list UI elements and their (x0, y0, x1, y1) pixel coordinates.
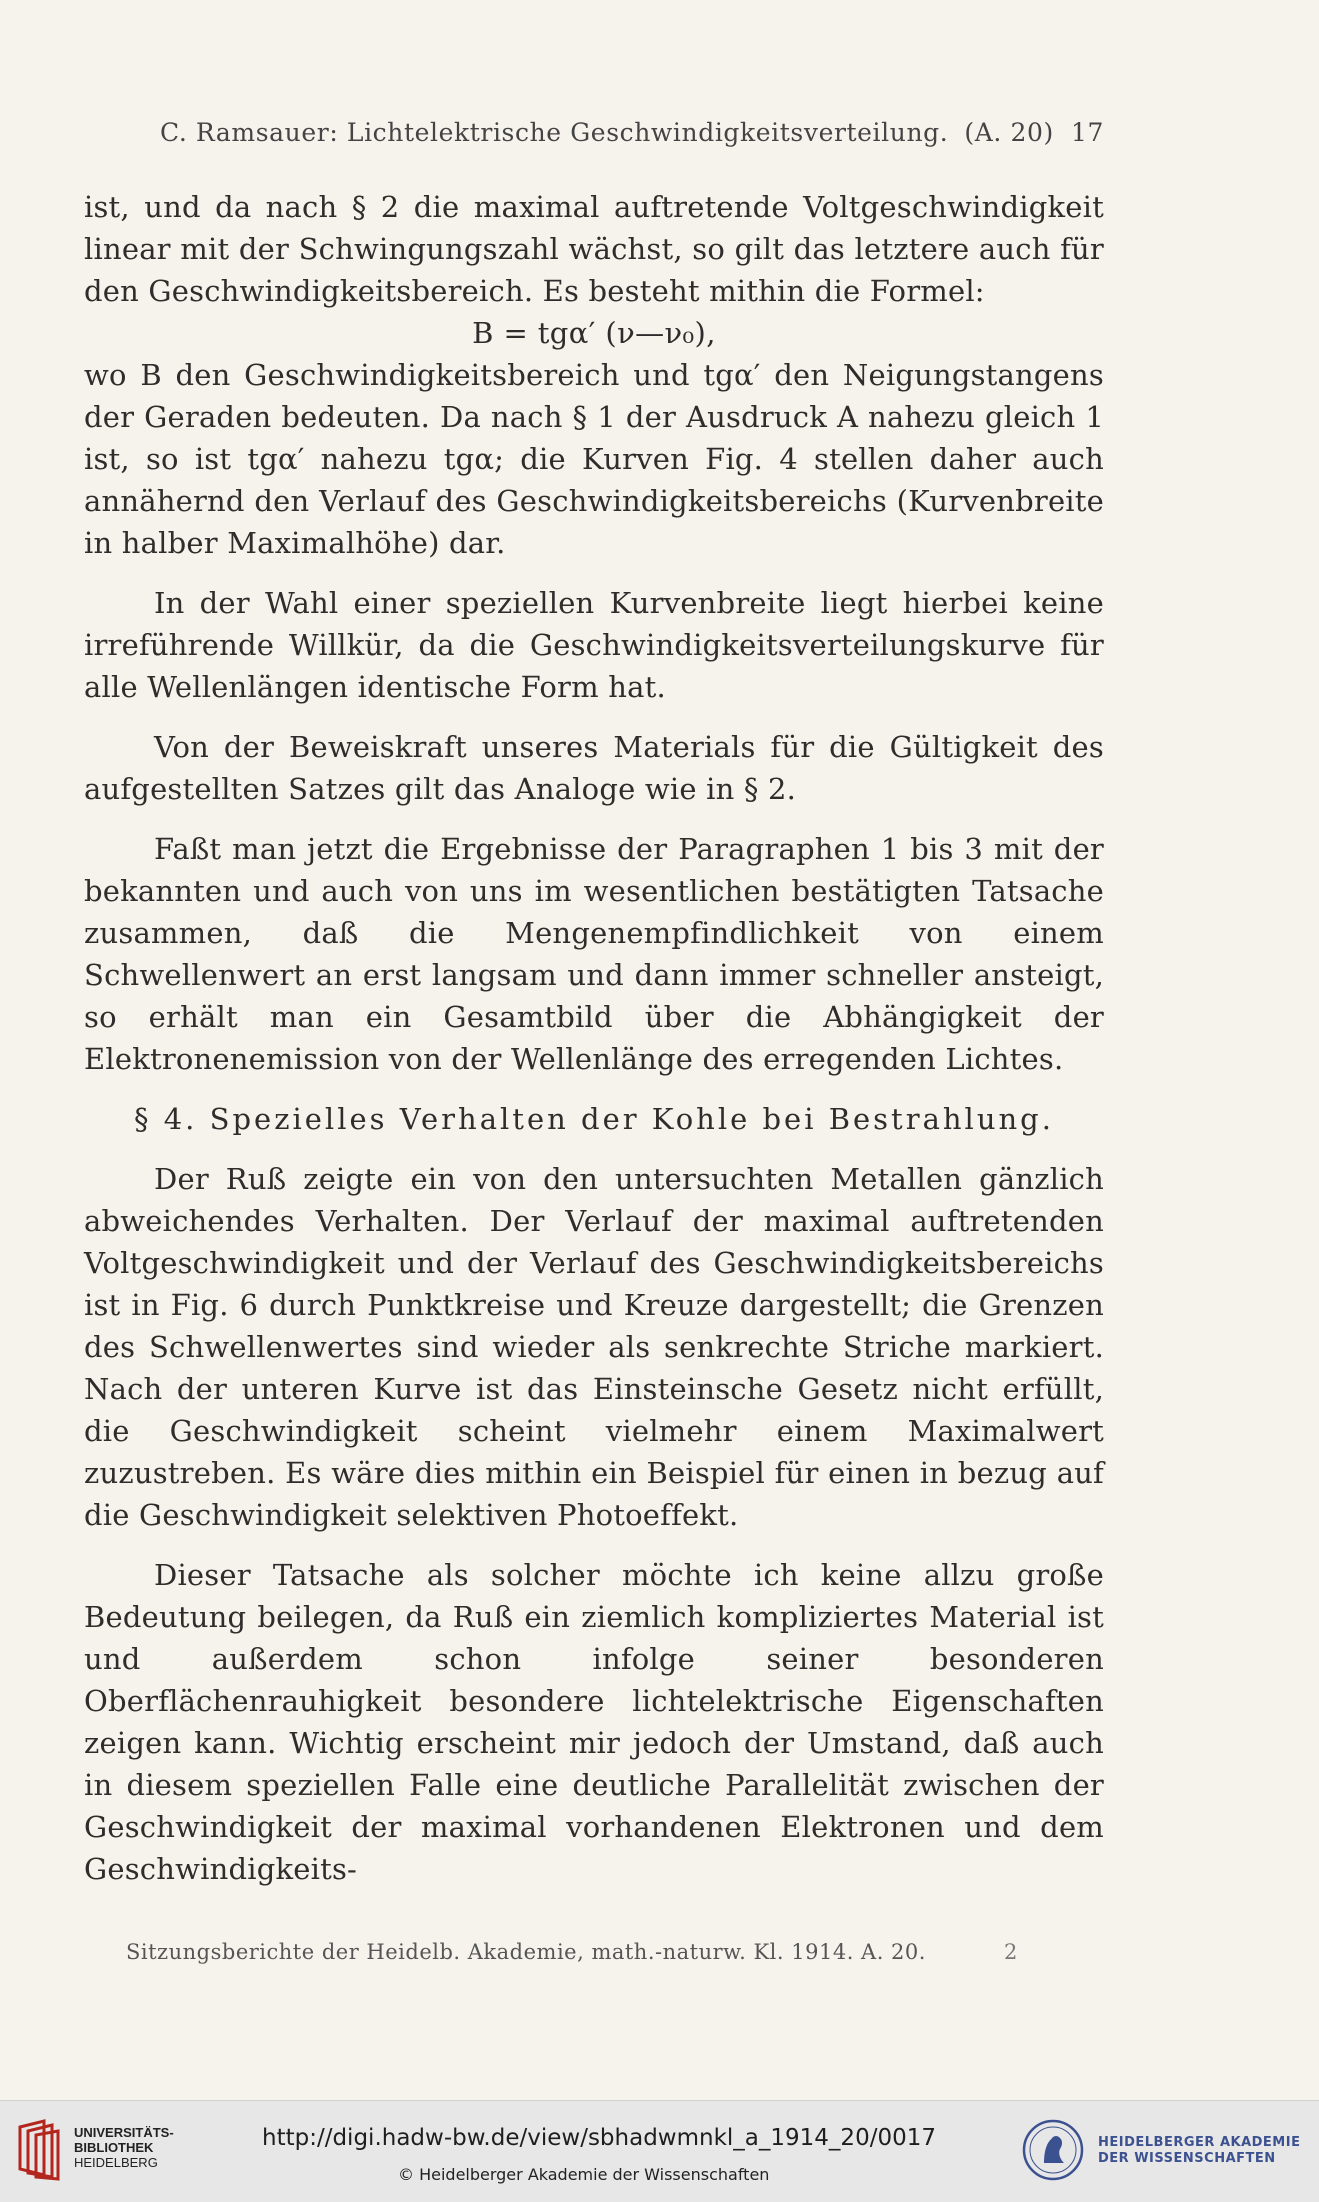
library-line-1: UNIVERSITÄTS- (74, 2125, 174, 2140)
running-header (160, 118, 1104, 147)
academy-name (1098, 2135, 1300, 2167)
paragraph-6: Der Ruß zeigte ein von den untersuchten Metallen gänzlich abweichendes Verhalten. Der Verlauf der maximal auftretenden Voltgeschwindigkeit und der Verlauf des Geschwindigkeitsbereichs ist in Fig. 6 durch Punktkreise und Kreuze dargestellt; die Grenzen des Schwellenwertes sind wieder als senkrechte Striche markiert. Nach der unteren Kurve ist das Einsteinsche Gesetz nicht erfüllt, die Geschwindigkeit scheint vielmehr einem Maximalwert zuzustreben. Es wäre dies mithin ein Beispiel für einen in bezug auf die Geschwindigkeit selektiven Photoeffekt. (84, 1162, 1104, 1532)
paragraph-4: Von der Beweiskraft unseres Materials für die Gültigkeit des aufgestellten Satzes gilt das Analoge wie in § 2. (84, 730, 1104, 806)
publication-footnote: Sitzungsberichte der Heidelb. Akademie, math.-naturw. Kl. 1914. A. 20. (126, 1940, 926, 1964)
header-right (964, 118, 1104, 147)
paragraph-5: Faßt man jetzt die Ergebnisse der Paragraphen 1 bis 3 mit der bekannten und auch von uns im wesentlichen bestätigten Tatsache zusammen, daß die Mengenempfindlichkeit von einem Schwellenwert an erst langsam und dann immer schneller ansteigt, so erhält man ein Gesamtbild über die Abhängigkeit der Elektronenemission von der Wellenlänge des erregenden Lichtes. (84, 832, 1104, 1076)
body-text (84, 186, 1104, 1890)
signature-mark: 2 (1004, 1940, 1018, 1964)
library-name (74, 2125, 174, 2170)
permalink-url[interactable]: http://digi.hadw-bw.de/view/sbhadwmnkl_a_1914_20/0017 (262, 2125, 936, 2151)
library-line-3: HEIDELBERG (74, 2155, 158, 2170)
library-logo-icon[interactable] (14, 2117, 64, 2181)
section-heading: § 4. Spezielles Verhalten der Kohle bei Bestrahlung. (134, 1102, 1054, 1136)
copyright-notice: © Heidelberger Akademie der Wissenschaften (398, 2165, 770, 2184)
academy-line-2: DER WISSENSCHAFTEN (1098, 2151, 1276, 2166)
paragraph-1: ist, und da nach § 2 die maximal auftretende Voltgeschwindigkeit linear mit der Schwingungszahl wächst, so gilt das letztere auch für den Geschwindigkeitsbereich. Es besteht mithin die Formel: (84, 190, 1104, 308)
running-title: C. Ramsauer: Lichtelektrische Geschwindigkeitsverteilung. (160, 118, 949, 147)
academy-line-1: HEIDELBERGER AKADEMIE (1098, 2135, 1301, 2150)
paragraph-7: Dieser Tatsache als solcher möchte ich keine allzu große Bedeutung beilegen, da Ruß ein ziemlich kompliziertes Material ist und außerdem schon infolge seiner besonderen Oberflächenrauhigkeit besondere lichtelektrische Eigenschaften zeigen kann. Wichtig erscheint mir jedoch der Umstand, daß auch in diesem speziellen Falle eine deutliche Parallelität zwischen der Geschwindigkeit der maximal vorhandenen Elektronen und dem Geschwindigkeits- (84, 1558, 1104, 1886)
academy-seal-icon[interactable] (1022, 2119, 1084, 2181)
formula: B = tgα′ (ν—ν₀), (472, 316, 716, 350)
paragraph-2: wo B den Geschwindigkeitsbereich und tgα′ den Neigungstangens der Geraden bedeuten. Da nach § 1 der Ausdruck A nahezu gleich 1 ist, so ist tgα′ nahezu tgα; die Kurven Fig. 4 stellen daher auch annähernd den Verlauf des Geschwindigkeitsbereichs (Kurvenbreite in halber Maximalhöhe) dar. (84, 358, 1104, 560)
page-number: 17 (1070, 118, 1104, 147)
section-reference: (A. 20) (964, 118, 1054, 147)
library-line-2: BIBLIOTHEK (74, 2140, 154, 2155)
paragraph-3: In der Wahl einer speziellen Kurvenbreite liegt hierbei keine irreführende Willkür, da die Geschwindigkeitsverteilungskurve für alle Wellenlängen identische Form hat. (84, 586, 1104, 704)
viewer-footer (0, 2100, 1319, 2202)
